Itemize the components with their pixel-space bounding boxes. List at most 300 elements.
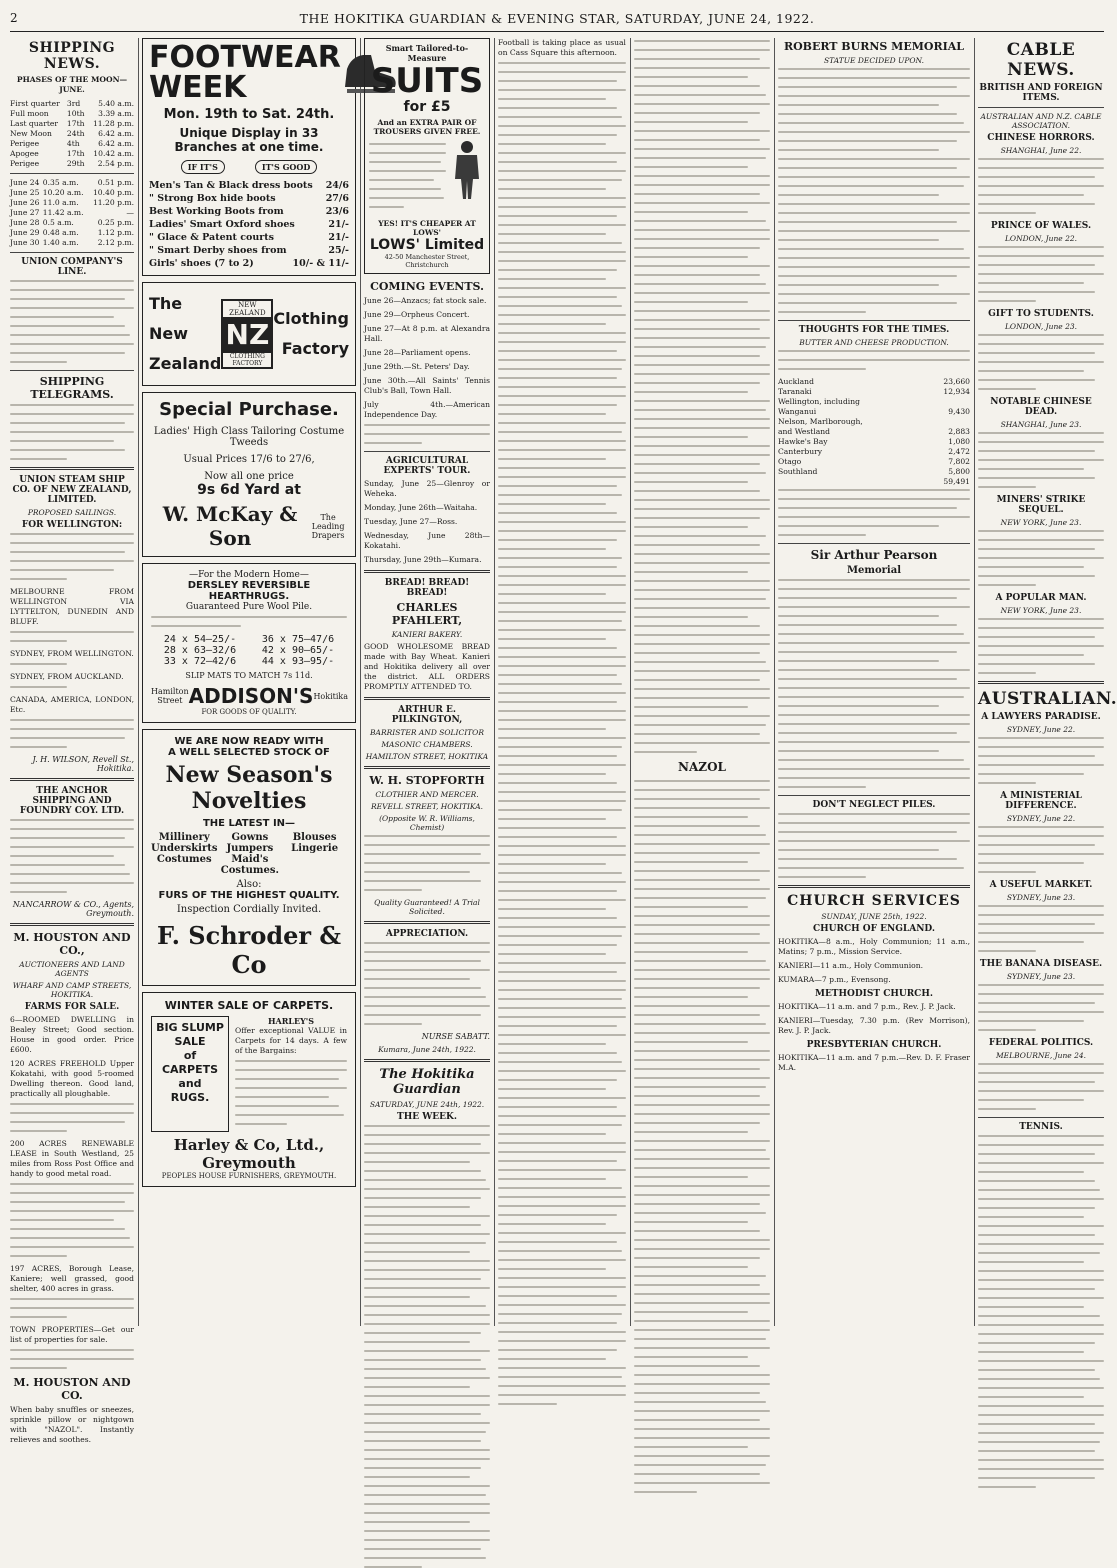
tide-row (10, 208, 134, 218)
column-local (634, 38, 770, 1326)
cable-item-dateline: SHANGHAI, June 23. (1000, 420, 1082, 429)
carpet-tag-line: SALE (174, 1035, 206, 1048)
footwear-price-list (149, 180, 349, 269)
guardian-title: The Hokitika Guardian (379, 1067, 475, 1097)
butter-heading: BUTTER AND CHEESE PRODUCTION. (799, 338, 949, 347)
harley-foot: Harley & Co, Ltd., Greymouth (173, 1136, 325, 1172)
aus-item-heading: A LAWYERS PARADISE. (981, 712, 1101, 722)
mckay-special-purchase-ad (142, 392, 356, 557)
masthead (10, 5, 1104, 32)
agent-wilson: J. H. WILSON, Revell St., Hokitika. (32, 755, 134, 773)
footwear-item-label: " Smart Derby shoes from (149, 245, 287, 256)
special-one: 9s 6d Yard at (197, 482, 301, 498)
moon-row-cell: 5.40 a.m. (98, 99, 134, 108)
anchor-agents: NANCARROW & CO., Agents, Greymouth. (12, 900, 134, 918)
suits-cheaper: YES! IT'S CHEAPER AT LOWS' (378, 219, 476, 237)
big-slump-sale-tag (151, 1016, 229, 1132)
cable-list (978, 133, 1104, 674)
butter-row (778, 447, 970, 457)
harley-head: HARLEY'S (267, 1016, 315, 1026)
farm-lot-3: 200 ACRES RENEWABLE LEASE in South Westland, 25 miles from Ross Post Office and handy to good metal road. (10, 1139, 134, 1178)
cable-sub: BRITISH AND FOREIGN ITEMS. (979, 83, 1103, 103)
aus-item-heading: FEDERAL POLITICS. (988, 1038, 1094, 1048)
novelty-item: Gowns (231, 832, 269, 843)
hearth-slip: SLIP MATS TO MATCH 7s 11d. (185, 671, 313, 680)
moon-row-cell: New Moon (10, 129, 52, 138)
cable-item-heading: NOTABLE CHINESE DEAD. (990, 397, 1092, 417)
appreciation-date: Kumara, June 24th, 1922. (378, 1045, 476, 1054)
tide-row-cell: 0.35 a.m. (42, 178, 79, 187)
banner-left: IF IT'S (181, 160, 225, 174)
tide-row (10, 198, 134, 208)
event-item: June 30th.—All Saints' Tennis Club's Ball, Town Hall. (364, 376, 490, 395)
cable-item-dateline: SHANGHAI, June 22. (1000, 146, 1082, 155)
footwear-display: Unique Display in 33 Branches at one time. (174, 126, 324, 154)
butter-row-cell (924, 397, 970, 407)
nz-right-2: Factory (281, 339, 349, 358)
carpet-tag-line: of (183, 1049, 197, 1062)
carpet-tag-line: BIG SLUMP (156, 1021, 224, 1034)
column-adverts (142, 38, 356, 1326)
hearth-sizes (151, 634, 347, 667)
moon-row-cell: 6.42 a.m. (98, 129, 134, 138)
butter-row-cell: Wellington, including (778, 397, 860, 406)
tide-row-cell: 0.5 a.m. (42, 218, 74, 227)
footwear-item-price: 27/6 (325, 193, 349, 204)
neglect-heading: DON'T NEGLECT PILES. (812, 800, 936, 810)
aus-item-body (978, 737, 1104, 784)
shipping-telegrams-heading: SHIPPING TELEGRAMS. (30, 375, 114, 401)
guardian-date: SATURDAY, JUNE 24th, 1922. (369, 1100, 485, 1109)
footwear-week-ad (142, 38, 356, 276)
nazol-snippet: When baby snuffles or sneezes, sprinkle pillow or nightgown with "NAZOL". Instantly relieves and soothes. (10, 1405, 134, 1444)
addison-left: Hamilton Street (151, 687, 189, 705)
appreciation-sig: NURSE SABATT. (421, 1032, 490, 1041)
cable-item-body (978, 618, 1104, 674)
tide-row-cell: 0.25 p.m. (97, 218, 134, 227)
tide-row-cell: 1.40 a.m. (42, 238, 79, 247)
houston-heading: M. HOUSTON AND CO., (13, 931, 131, 957)
moon-row (10, 129, 134, 139)
harley-sub: PEOPLES HOUSE FURNISHERS, GREYMOUTH. (161, 1172, 337, 1180)
nz-logo (221, 299, 273, 369)
novelty-item: Blouses (292, 832, 337, 843)
footwear-item-label: " Glace & Patent courts (149, 232, 275, 243)
man-in-suit-illustration (449, 139, 485, 201)
nz-left-1: The New (149, 294, 189, 343)
church-service: KANIERI—Tuesday, 7.30 p.m. (Rev Morrison), Rev. J. P. Jack. (778, 1016, 970, 1035)
cable-item-heading: PRINCE OF WALES. (990, 221, 1092, 231)
cable-item-body (978, 334, 1104, 390)
footwear-item-price: 21/- (328, 232, 349, 243)
church-list (778, 924, 970, 1073)
church-denomination: PRESBYTERIAN CHURCH. (806, 1040, 942, 1050)
lows-name: LOWS' Limited (369, 237, 485, 253)
novel-latest: THE LATEST IN— (202, 818, 296, 829)
aus-item-heading: A MINISTERIAL DIFFERENCE. (1000, 791, 1082, 811)
tide-row-cell: 0.51 p.m. (97, 178, 134, 187)
hearth-size: 36 x 75—47/6 (261, 634, 335, 645)
butter-row (778, 407, 970, 417)
tide-row-cell: June 24 (10, 178, 40, 187)
moon-row-cell: Full moon (10, 109, 49, 118)
aus-item-body (978, 984, 1104, 1031)
burns-title: ROBERT BURNS MEMORIAL (783, 40, 965, 53)
schroder-name: F. Schroder & Co (156, 921, 342, 979)
butter-row-cell: Taranaki (778, 387, 812, 396)
australian-list (978, 712, 1104, 1110)
route-melbourne: MELBOURNE FROM WELLINGTON VIA LYTTELTON, DUNEDIN AND BLUFF. (10, 587, 134, 626)
church-denomination: CHURCH OF ENGLAND. (812, 924, 936, 934)
church-title: CHURCH SERVICES (787, 893, 961, 909)
footwear-item (149, 206, 349, 217)
footwear-item (149, 180, 349, 191)
church-service: KANIERI—11 a.m., Holy Communion. (778, 961, 924, 970)
butter-row (778, 397, 970, 407)
footwear-item-price: 10/- & 11/- (292, 258, 349, 269)
footwear-item-label: Best Working Boots from (149, 206, 284, 217)
harley-text: Offer exceptional VALUE in Carpets for 14 days. A few of the Bargains: (235, 1026, 347, 1055)
cable-title: CABLE NEWS. (1006, 40, 1076, 80)
aus-item-dateline: MELBOURNE, June 24. (995, 1051, 1087, 1060)
moon-row-cell: 11.28 p.m. (92, 119, 134, 128)
church-service: HOKITIKA—11 a.m. and 7 p.m.—Rev. D. F. Fraser M.A. (778, 1053, 970, 1072)
route-sydney-wellington: SYDNEY, FROM WELLINGTON. (10, 649, 134, 658)
moon-row-cell: First quarter (10, 99, 60, 108)
butter-row-cell: 59,491 (943, 477, 970, 486)
tide-row-cell: 2.12 p.m. (97, 238, 134, 247)
stopforth-addr: REVELL STREET, HOKITIKA. (370, 802, 484, 811)
special-title: Special Purchase. (159, 399, 339, 420)
event-item: July 4th.—American Independence Day. (364, 400, 490, 419)
hearth-sizes-right (262, 634, 334, 667)
carpet-title: WINTER SALE OF CARPETS. (164, 999, 334, 1012)
harley-carpets-ad (142, 992, 356, 1187)
novel-title: New Season's Novelties (165, 762, 333, 814)
butter-row-cell: Canterbury (778, 447, 823, 456)
masthead-title: THE HOKITIKA GUARDIAN & EVENING STAR, SATURDAY, JUNE 24, 1922. (299, 10, 815, 26)
novel-furs: FURS OF THE HIGHEST QUALITY. (158, 890, 340, 901)
ag-tour-item: Monday, June 26th—Waitaha. (364, 503, 478, 512)
footwear-item-price: 24/6 (325, 180, 349, 191)
moon-row-cell: 10.42 a.m. (93, 149, 134, 158)
special-now: Now all one price (204, 471, 294, 482)
union-steam-heading: UNION STEAM SHIP CO. OF NEW ZEALAND, LIMITED. (12, 475, 132, 505)
bread-sub: KANIERI BAKERY. (391, 630, 463, 639)
footwear-item (149, 245, 349, 256)
ag-tour-item: Thursday, June 29th—Kumara. (364, 555, 482, 564)
tide-row-cell: June 25 (10, 188, 40, 197)
cable-item-body (978, 246, 1104, 302)
novelty-item: Jumpers (226, 843, 274, 854)
suits-price: for £5 (403, 99, 451, 115)
solicitor-name: ARTHUR E. PILKINGTON, (391, 705, 463, 725)
tide-row-cell: 10.40 p.m. (92, 188, 134, 197)
butter-row (778, 387, 970, 397)
footwear-item-label: Girls' shoes (7 to 2) (149, 258, 254, 269)
hearth-size: 33 x 72—42/6 (163, 656, 237, 667)
butter-row-cell: 7,802 (948, 457, 970, 466)
footwear-dates: Mon. 19th to Sat. 24th. (163, 107, 335, 122)
nz-right (273, 304, 349, 364)
butter-row-cell: 12,934 (943, 387, 970, 396)
novel-sel: A WELL SELECTED STOCK OF (168, 747, 330, 758)
solicitor-addr1: MASONIC CHAMBERS. (381, 740, 473, 749)
column-events (364, 38, 490, 1326)
addison-name: ADDISON'S (188, 684, 314, 708)
butter-row-cell: Nelson, Marlborough, (778, 417, 863, 426)
moon-row (10, 159, 134, 169)
hearth-sizes-left (164, 634, 236, 667)
aus-item-body (978, 826, 1104, 873)
suits-top: Smart Tailored-to-Measure (385, 43, 469, 63)
moon-row-cell: 24th (66, 129, 85, 138)
tide-row (10, 178, 134, 188)
butter-row (778, 437, 970, 447)
novelty-item: Lingerie (291, 843, 339, 854)
lows-suits-ad (364, 38, 490, 274)
solicitor-addr2: HAMILTON STREET, HOKITIKA (365, 752, 489, 761)
footwear-item (149, 232, 349, 243)
moon-row (10, 109, 134, 119)
houston-footer: M. HOUSTON AND CO. (13, 1376, 131, 1402)
butter-row (778, 377, 970, 387)
footwear-item-label: Ladies' Smart Oxford shoes (149, 219, 295, 230)
novel-ready: WE ARE NOW READY WITH (174, 736, 324, 747)
football-note: Football is taking place as usual on Cass Square this afternoon. (498, 38, 626, 57)
nazol-heading: NAZOL (678, 760, 726, 774)
novelty-item: Maid's Costumes. (220, 854, 279, 876)
mckay-name: W. McKay & Son (162, 502, 298, 550)
addison-right: Hokitika (313, 691, 349, 701)
cable-item-heading: GIFT TO STUDENTS. (988, 309, 1094, 319)
butter-row-cell: Southland (778, 467, 818, 476)
pearson-title: Sir Arthur Pearson (810, 548, 938, 562)
aus-item-dateline: SYDNEY, June 23. (1006, 972, 1076, 981)
moon-row-cell: 29th (66, 159, 85, 168)
ag-tour-heading: AGRICULTURAL EXPERTS' TOUR. (383, 456, 471, 476)
footwear-title: FOOTWEAR WEEK (149, 40, 341, 105)
moon-row-cell: Perigee (10, 159, 40, 168)
thoughts-heading: THOUGHTS FOR THE TIMES. (798, 325, 950, 335)
butter-row-cell (778, 477, 924, 487)
tide-row-cell: 10.20 a.m. (42, 188, 84, 197)
event-item: June 27—At 8 p.m. at Alexandra Hall. (364, 324, 490, 343)
carpet-tag-line: RUGS. (170, 1091, 210, 1104)
page-number: 2 (10, 11, 19, 25)
column-burns (778, 38, 970, 1326)
moon-row (10, 149, 134, 159)
farm-lot-1: 6—ROOMED DWELLING in Bealey Street; Good section. House in good order. Price £600. (10, 1015, 134, 1054)
nz-left-2: Zealand (149, 354, 222, 373)
appreciation-heading: APPRECIATION. (385, 929, 469, 939)
route-sydney-auckland: SYDNEY, FROM AUCKLAND. (10, 672, 124, 681)
moon-row-cell: 10th (66, 109, 85, 118)
carpet-tag-line: and (178, 1077, 202, 1090)
bread-text: GOOD WHOLESOME BREAD made with Bay Wheat. Kanieri and Hokitika delivery all over the district. ALL ORDERS PROMPTLY ATTENDED TO. (364, 642, 490, 691)
hearth-size: 24 x 54—25/- (163, 634, 237, 645)
novel-items (151, 832, 347, 876)
novelty-item: Costumes (156, 854, 212, 865)
butter-row-cell: 9,430 (948, 407, 970, 416)
moon-row-cell: 6.42 a.m. (98, 139, 134, 148)
butter-production-table (778, 377, 970, 487)
moon-row-cell: 4th (66, 139, 80, 148)
hearth-size: 44 x 93—95/- (261, 656, 335, 667)
route-canada: CANADA, AMERICA, LONDON, Etc. (10, 695, 134, 714)
coming-events-heading: COMING EVENTS. (370, 280, 484, 293)
moon-row-cell: Apogee (10, 149, 39, 158)
tide-row-cell: — (126, 208, 134, 217)
for-wellington: FOR WELLINGTON: (21, 520, 123, 530)
event-item: June 29th.—St. Peters' Day. (364, 362, 470, 371)
stopforth-sig: Quality Guaranteed! A Trial Solicited. (374, 898, 480, 916)
butter-row-cell: 2,472 (948, 447, 970, 456)
footwear-banner (149, 160, 349, 174)
week-heading: THE WEEK. (397, 1112, 457, 1122)
moon-row-cell: 17th (66, 119, 85, 128)
addison-tag: FOR GOODS OF QUALITY. (201, 708, 297, 716)
houston-sub: AUCTIONEERS AND LAND AGENTS (19, 960, 125, 978)
aus-item-dateline: SYDNEY, June 22. (1006, 814, 1076, 823)
butter-row (778, 427, 970, 437)
moon-phases-table (10, 99, 134, 169)
moon-row-cell: 3rd (66, 99, 81, 108)
tide-row (10, 228, 134, 238)
nz-clothing-factory-ad (142, 282, 356, 386)
tide-row (10, 188, 134, 198)
lows-addr: 42-50 Manchester Street, Christchurch (384, 253, 470, 269)
moon-row (10, 99, 134, 109)
footwear-item-label: Men's Tan & Black dress boots (149, 180, 313, 191)
butter-row-cell: Otago (778, 457, 802, 466)
hearth-sub: Guaranteed Pure Wool Pile. (185, 602, 313, 612)
hearth-size: 28 x 63—32/6 (163, 645, 237, 656)
stopforth-sub: CLOTHIER AND MERCER. (375, 790, 479, 799)
tide-row-cell: 11.42 a.m. (42, 208, 84, 217)
nz-logo-bottom: CLOTHING FACTORY (223, 352, 271, 367)
novel-insp: Inspection Cordially Invited. (176, 904, 322, 915)
cable-item-dateline: NEW YORK, June 23. (1000, 606, 1082, 615)
cable-item-heading: A POPULAR MAN. (995, 593, 1087, 603)
proposed-sailings: PROPOSED SAILINGS. (27, 508, 117, 517)
tide-row-cell: 1.12 p.m. (97, 228, 134, 237)
ag-tour-item: Wednesday, June 28th—Kokatahi. (364, 531, 490, 550)
aus-item-dateline: SYDNEY, June 23. (1006, 893, 1076, 902)
tide-row-cell: June 29 (10, 228, 40, 237)
moon-row (10, 119, 134, 129)
ag-tour-item: Sunday, June 25—Glenroy or Weheka. (364, 479, 490, 498)
solicitor-sub: BARRISTER AND SOLICITOR (370, 728, 484, 737)
butter-row-cell: 23,660 (943, 377, 970, 386)
moon-row (10, 139, 134, 149)
column-editorial (498, 38, 626, 1326)
ag-tour-item: Tuesday, June 27—Ross. (364, 517, 458, 526)
tide-row-cell: June 30 (10, 238, 40, 247)
butter-row-cell: 1,080 (948, 437, 970, 446)
footwear-item-price: 23/6 (325, 206, 349, 217)
moon-row-cell: 2.54 p.m. (97, 159, 134, 168)
banner-right: IT'S GOOD (255, 160, 317, 174)
butter-row-cell: Wanganui (778, 407, 817, 416)
tide-row (10, 218, 134, 228)
tide-row-cell: June 27 (10, 208, 40, 217)
cable-item-heading: CHINESE HORRORS. (987, 133, 1095, 143)
aus-item-body (978, 905, 1104, 952)
novel-also: Also: (236, 879, 262, 890)
cable-item-dateline: NEW YORK, June 23. (1000, 518, 1082, 527)
hearth-top: —For the Modern Home— (189, 570, 309, 580)
butter-row-cell: 5,800 (948, 467, 970, 476)
novelty-item: Underskirts (151, 843, 218, 854)
butter-row-cell (924, 417, 970, 427)
burns-sub: STATUE DECIDED UPON. (824, 56, 924, 65)
church-service: KUMARA—7 p.m., Evensong. (778, 975, 891, 984)
suits-title: SUITS (370, 61, 484, 101)
houston-wharf: WHARF AND CAMP STREETS, HOKITIKA. (12, 981, 132, 999)
tide-row-cell: 11.0 a.m. (42, 198, 79, 207)
moon-row-cell: 17th (66, 149, 85, 158)
butter-row-cell: Hawke's Bay (778, 437, 828, 446)
bread-top: BREAD! BREAD! BREAD! (384, 578, 470, 598)
farm-lot-2: 120 ACRES FREEHOLD Upper Kokatahi, with good 5-roomed Dwelling thereon. Good land, practically all ploughable. (10, 1059, 134, 1098)
addisons-hearthrug-ad (142, 563, 356, 723)
special-price: Usual Prices 17/6 to 27/6, (183, 454, 315, 465)
cable-item-body (978, 530, 1104, 586)
moon-row-cell: 3.39 a.m. (98, 109, 134, 118)
aus-item-heading: A USEFUL MARKET. (989, 880, 1093, 890)
butter-row (778, 417, 970, 427)
bread-name: CHARLES PFAHLERT, (391, 601, 463, 627)
shipping-news-heading: SHIPPING NEWS. (28, 40, 116, 72)
church-date: SUNDAY, JUNE 25th, 1922. (821, 912, 927, 921)
farm-lot-4: 197 ACRES, Borough Lease, Kaniere; well grassed, good shelter, 400 acres in grass. (10, 1264, 134, 1293)
cable-assoc: AUSTRALIAN AND N.Z. CABLE ASSOCIATION. (980, 112, 1102, 130)
footwear-item-label: " Strong Box hide boots (149, 193, 276, 204)
farms-heading: FARMS FOR SALE. (24, 1002, 120, 1012)
footwear-item-price: 25/- (328, 245, 349, 256)
tide-row-cell: June 26 (10, 198, 40, 207)
hearth-title: DERSLEY REVERSIBLE HEARTHRUGS. (187, 580, 311, 602)
footwear-item (149, 219, 349, 230)
australian-heading: AUSTRALIAN. (978, 689, 1117, 709)
tide-row-cell: 0.48 a.m. (42, 228, 79, 237)
butter-row-cell: Auckland (778, 377, 814, 386)
nz-left (149, 289, 221, 379)
stopforth-opp: (Opposite W. R. Williams, Chemist) (379, 814, 475, 832)
suits-offer: And an EXTRA PAIR OF TROUSERS GIVEN FREE. (373, 118, 481, 136)
column-shipping (10, 38, 134, 1444)
event-item: June 26—Anzacs; fat stock sale. (364, 296, 487, 305)
butter-row-cell: 2,883 (948, 427, 970, 436)
tides-table (10, 178, 134, 248)
cable-item-heading: MINERS' STRIKE SEQUEL. (996, 495, 1086, 515)
cable-item-dateline: LONDON, June 22. (1004, 234, 1078, 243)
event-item: June 29—Orpheus Concert. (364, 310, 470, 319)
church-service: HOKITIKA—8 a.m., Holy Communion; 11 a.m., Matins; 7 p.m., Mission Service. (778, 937, 970, 956)
footwear-item-price: 21/- (328, 219, 349, 230)
town-properties: TOWN PROPERTIES—Get our list of properties for sale. (10, 1325, 134, 1344)
footwear-item (149, 258, 349, 269)
moon-row-cell: Last quarter (10, 119, 59, 128)
novelty-item: Millinery (158, 832, 210, 843)
nz-right-1: Clothing (273, 309, 349, 328)
moon-heading: PHASES OF THE MOON—JUNE. (16, 75, 128, 94)
aus-item-heading: THE BANANA DISEASE. (979, 959, 1103, 969)
tide-row (10, 238, 134, 248)
mckay-tag: The Leading Drapers (311, 512, 345, 540)
column-cable (978, 38, 1117, 1326)
